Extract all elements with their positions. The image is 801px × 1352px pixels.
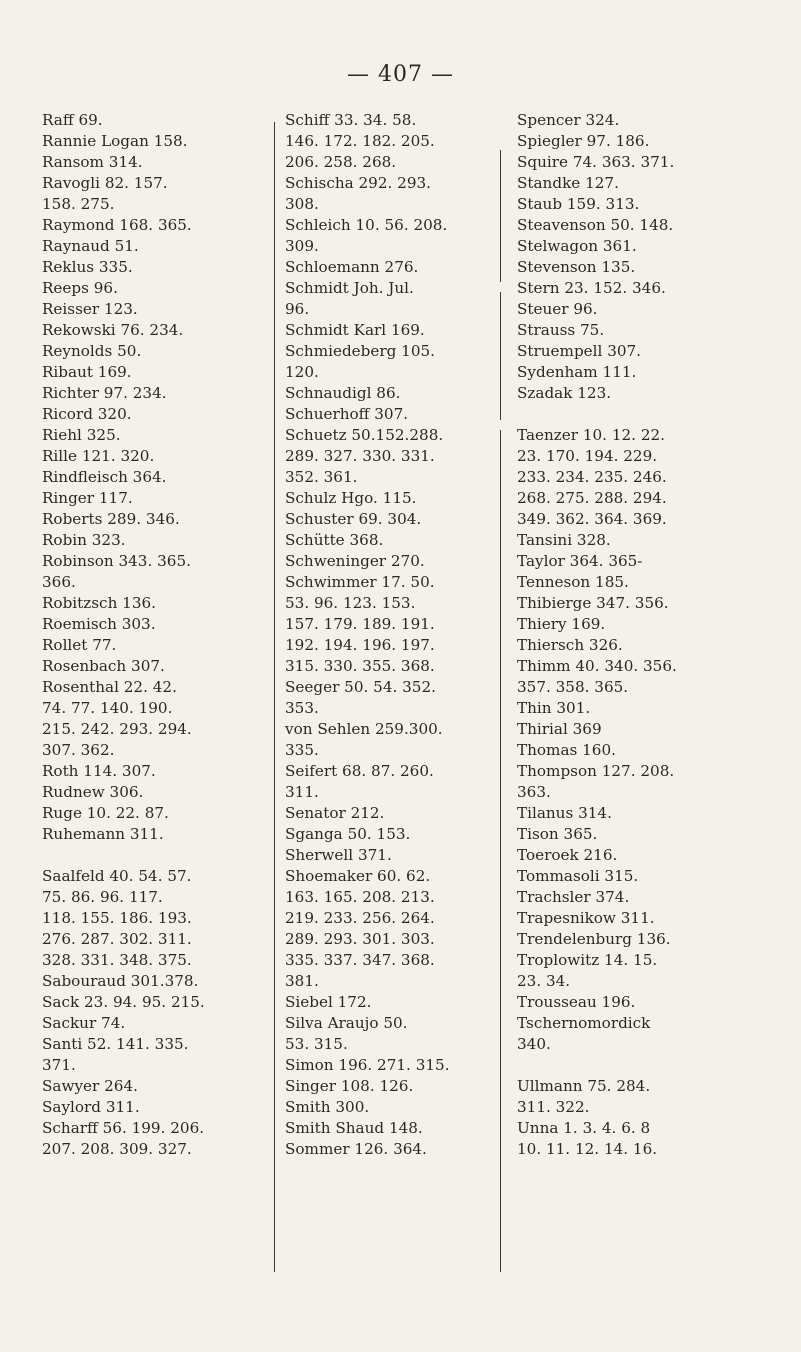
index-entry-line: 366. <box>42 573 76 591</box>
index-entry-line: Schiff 33. 34. 58. <box>285 111 417 129</box>
index-entry <box>517 215 757 236</box>
index-entry-line: Roemisch 303. <box>42 615 156 633</box>
index-entry-line: Ribaut 169. <box>42 363 132 381</box>
index-entry-line: Sydenham 111. <box>517 363 637 381</box>
index-entry-line: 75. 86. 96. 117. <box>42 888 163 906</box>
index-entry <box>42 803 262 824</box>
index-entry-line: 23. 34. <box>517 972 571 990</box>
index-entry-line: Rollet 77. <box>42 636 117 654</box>
index-entry <box>517 572 757 593</box>
index-entry <box>285 320 495 341</box>
index-entry <box>42 320 262 341</box>
index-entry-line: Toeroek 216. <box>517 846 618 864</box>
index-column-2 <box>285 110 495 1160</box>
index-entry <box>285 1097 495 1118</box>
index-entry-line: Taylor 364. 365- <box>517 552 643 570</box>
index-entry-line: 335. 337. 347. 368. <box>285 951 435 969</box>
index-entry <box>517 362 757 383</box>
index-entry <box>517 824 757 845</box>
index-entry-line: Steuer 96. <box>517 300 598 318</box>
index-entry <box>285 845 495 866</box>
index-entry <box>42 1076 262 1097</box>
index-entry <box>285 572 495 677</box>
index-entry-line: Steavenson 50. 148. <box>517 216 674 234</box>
index-entry-line: Thin 301. <box>517 699 591 717</box>
index-entry-line: Stern 23. 152. 346. <box>517 279 666 297</box>
index-entry-line: Singer 108. 126. <box>285 1077 414 1095</box>
index-entry-line: Rekowski 76. 234. <box>42 321 184 339</box>
index-entry <box>517 992 757 1013</box>
index-entry-line: Raff 69. <box>42 111 103 129</box>
index-entry <box>517 320 757 341</box>
index-entry-line: Robinson 343. 365. <box>42 552 191 570</box>
index-entry <box>42 1118 262 1160</box>
index-entry <box>285 677 495 719</box>
index-entry-line: 233. 234. 235. 246. <box>517 468 667 486</box>
index-entry <box>285 1013 495 1055</box>
index-entry <box>42 425 262 446</box>
index-column-1 <box>42 110 262 1160</box>
section-gap <box>517 1055 757 1076</box>
index-entry-line: Thomas 160. <box>517 741 616 759</box>
index-entry <box>517 173 757 194</box>
index-entry-line: Schmidt Joh. Jul. <box>285 279 414 297</box>
index-entry-line: 352. 361. <box>285 468 358 486</box>
index-entry-line: Rudnew 306. <box>42 783 144 801</box>
index-entry <box>517 194 757 215</box>
index-entry-line: Tschernomordick <box>517 1014 651 1032</box>
index-entry <box>42 635 262 656</box>
index-entry <box>42 761 262 782</box>
index-entry <box>285 257 495 278</box>
index-entry-line: 307. 362. <box>42 741 115 759</box>
index-entry-line: Ravogli 82. 157. <box>42 174 168 192</box>
index-entry-line: Schuetz 50.152.288. <box>285 426 444 444</box>
index-entry-line: 309. <box>285 237 319 255</box>
index-entry <box>42 467 262 488</box>
index-entry-line: 53. 96. 123. 153. <box>285 594 416 612</box>
index-entry-line: Ransom 314. <box>42 153 143 171</box>
index-entry-line: 146. 172. 182. 205. <box>285 132 435 150</box>
index-entry <box>517 866 757 887</box>
index-entry <box>285 509 495 530</box>
column-divider <box>274 122 275 1272</box>
index-entry-line: Schulz Hgo. 115. <box>285 489 417 507</box>
index-entry-line: Schütte 368. <box>285 531 384 549</box>
index-entry <box>517 929 757 950</box>
index-entry-line: 311. 322. <box>517 1098 590 1116</box>
index-entry-line: Reeps 96. <box>42 279 118 297</box>
index-entry <box>42 446 262 467</box>
index-entry-line: Thiersch 326. <box>517 636 623 654</box>
index-entry <box>285 173 495 215</box>
index-entry-line: 357. 358. 365. <box>517 678 629 696</box>
index-entry <box>517 110 757 131</box>
index-entry-line: Rindfleisch 364. <box>42 468 167 486</box>
index-entry <box>517 530 757 551</box>
index-entry <box>517 425 757 530</box>
index-entry-line: Rille 121. 320. <box>42 447 155 465</box>
index-entry <box>42 236 262 257</box>
index-entry-line: Richter 97. 234. <box>42 384 167 402</box>
section-gap <box>42 845 262 866</box>
page-number: — 407 — <box>347 62 454 87</box>
index-entry-line: Robin 323. <box>42 531 126 549</box>
index-entry-line: 349. 362. 364. 369. <box>517 510 667 528</box>
index-entry <box>517 908 757 929</box>
index-entry-line: Smith 300. <box>285 1098 370 1116</box>
index-entry <box>517 656 757 698</box>
index-entry-line: Thiery 169. <box>517 615 606 633</box>
index-entry <box>285 824 495 845</box>
index-entry-line: Reklus 335. <box>42 258 133 276</box>
index-entry <box>285 278 495 320</box>
index-entry <box>285 341 495 383</box>
index-entry <box>517 635 757 656</box>
index-entry-line: Schleich 10. 56. 208. <box>285 216 448 234</box>
index-entry <box>42 614 262 635</box>
index-entry <box>285 551 495 572</box>
index-entry <box>42 992 262 1013</box>
index-entry-line: Sherwell 371. <box>285 846 392 864</box>
index-entry-line: Thompson 127. 208. <box>517 762 675 780</box>
index-entry-line: 158. 275. <box>42 195 115 213</box>
index-entry <box>285 530 495 551</box>
index-entry-line: 219. 233. 256. 264. <box>285 909 435 927</box>
index-entry-line: Rosenthal 22. 42. <box>42 678 177 696</box>
index-entry <box>517 1118 757 1160</box>
index-entry <box>42 1097 262 1118</box>
index-entry-line: Struempell 307. <box>517 342 642 360</box>
index-entry-line: Sack 23. 94. 95. 215. <box>42 993 205 1011</box>
index-entry-line: Roberts 289. 346. <box>42 510 180 528</box>
index-entry-line: Tenneson 185. <box>517 573 629 591</box>
index-entry-line: Schmidt Karl 169. <box>285 321 425 339</box>
index-entry <box>517 131 757 152</box>
index-entry-line: Schwimmer 17. 50. <box>285 573 435 591</box>
index-entry-line: Staub 159. 313. <box>517 195 640 213</box>
index-entry-line: 335. <box>285 741 319 759</box>
index-entry <box>517 950 757 992</box>
index-entry <box>517 887 757 908</box>
index-entry-line: Rannie Logan 158. <box>42 132 188 150</box>
index-entry <box>517 257 757 278</box>
column-divider <box>500 150 501 282</box>
index-entry <box>285 404 495 425</box>
index-entry-line: Schnaudigl 86. <box>285 384 401 402</box>
index-entry <box>285 110 495 173</box>
index-entry-line: Shoemaker 60. 62. <box>285 867 431 885</box>
index-entry-line: Thirial 369 <box>517 720 602 738</box>
index-entry-line: 371. <box>42 1056 76 1074</box>
index-entry <box>42 488 262 509</box>
index-entry <box>42 824 262 845</box>
index-entry-line: Tilanus 314. <box>517 804 612 822</box>
index-entry <box>285 719 495 761</box>
index-entry <box>517 299 757 320</box>
index-entry-line: Squire 74. 363. 371. <box>517 153 675 171</box>
index-entry-line: Tison 365. <box>517 825 598 843</box>
index-entry-line: von Sehlen 259.300. <box>285 720 443 738</box>
index-entry <box>42 152 262 173</box>
index-entry <box>517 152 757 173</box>
index-entry-line: Spiegler 97. 186. <box>517 132 650 150</box>
index-entry-line: Roth 114. 307. <box>42 762 156 780</box>
index-entry <box>42 131 262 152</box>
index-entry-line: Trachsler 374. <box>517 888 630 906</box>
index-entry <box>285 1139 495 1160</box>
index-entry-line: Saalfeld 40. 54. 57. <box>42 867 192 885</box>
index-entry-line: Strauss 75. <box>517 321 605 339</box>
index-entry <box>285 425 495 488</box>
index-entry-line: Ruhemann 311. <box>42 825 164 843</box>
index-entry <box>42 299 262 320</box>
index-entry-line: 363. <box>517 783 551 801</box>
index-entry-line: Seeger 50. 54. 352. <box>285 678 436 696</box>
index-entry-line: 276. 287. 302. 311. <box>42 930 192 948</box>
index-entry-line: 353. <box>285 699 319 717</box>
index-entry-line: 53. 315. <box>285 1035 348 1053</box>
index-entry-line: Schuerhoff 307. <box>285 405 409 423</box>
index-entry <box>285 803 495 824</box>
index-entry <box>285 383 495 404</box>
index-entry-line: Thimm 40. 340. 356. <box>517 657 677 675</box>
index-entry-line: Trousseau 196. <box>517 993 636 1011</box>
index-entry-line: Scharff 56. 199. 206. <box>42 1119 205 1137</box>
section-gap <box>517 404 757 425</box>
index-entry-line: Sawyer 264. <box>42 1077 138 1095</box>
index-entry-line: Sganga 50. 153. <box>285 825 411 843</box>
index-entry <box>517 740 757 761</box>
index-entry <box>517 278 757 299</box>
index-entry-line: Smith Shaud 148. <box>285 1119 423 1137</box>
index-entry-line: 289. 327. 330. 331. <box>285 447 435 465</box>
index-entry-line: Riehl 325. <box>42 426 121 444</box>
index-entry <box>42 362 262 383</box>
index-entry <box>285 488 495 509</box>
index-entry-line: 96. <box>285 300 310 318</box>
index-entry <box>42 782 262 803</box>
index-entry <box>517 614 757 635</box>
index-entry <box>517 1013 757 1055</box>
index-entry <box>517 593 757 614</box>
index-entry <box>42 404 262 425</box>
index-entry <box>285 1076 495 1097</box>
index-entry-line: 308. <box>285 195 319 213</box>
index-entry <box>42 383 262 404</box>
index-entry-line: 328. 331. 348. 375. <box>42 951 192 969</box>
index-entry-line: Silva Araujo 50. <box>285 1014 408 1032</box>
index-entry-line: 163. 165. 208. 213. <box>285 888 435 906</box>
index-entry <box>42 971 262 992</box>
index-entry-line: Schuster 69. 304. <box>285 510 422 528</box>
index-entry <box>285 992 495 1013</box>
index-entry-line: 268. 275. 288. 294. <box>517 489 667 507</box>
index-entry-line: 207. 208. 309. 327. <box>42 1140 192 1158</box>
index-entry <box>517 551 757 572</box>
index-entry <box>517 1076 757 1118</box>
column-divider <box>500 430 501 1272</box>
index-entry-line: Schischa 292. 293. <box>285 174 431 192</box>
index-entry-line: Santi 52. 141. 335. <box>42 1035 189 1053</box>
index-entry-line: Sabouraud 301.378. <box>42 972 199 990</box>
index-entry <box>517 719 757 740</box>
index-entry-line: Robitzsch 136. <box>42 594 156 612</box>
index-entry <box>42 257 262 278</box>
index-entry <box>42 509 262 530</box>
index-entry-line: 157. 179. 189. 191. <box>285 615 435 633</box>
column-divider <box>500 292 501 420</box>
index-entry <box>42 677 262 761</box>
index-entry <box>517 383 757 404</box>
index-entry <box>42 656 262 677</box>
index-entry <box>517 341 757 362</box>
index-entry-line: 289. 293. 301. 303. <box>285 930 435 948</box>
index-entry-line: 10. 11. 12. 14. 16. <box>517 1140 658 1158</box>
index-entry-line: 74. 77. 140. 190. <box>42 699 173 717</box>
index-entry-line: 381. <box>285 972 319 990</box>
index-entry <box>42 1013 262 1034</box>
index-entry-line: Raymond 168. 365. <box>42 216 192 234</box>
index-entry-line: Siebel 172. <box>285 993 372 1011</box>
index-entry-line: Stelwagon 361. <box>517 237 637 255</box>
index-entry-line: Simon 196. 271. 315. <box>285 1056 450 1074</box>
index-entry-line: Troplowitz 14. 15. <box>517 951 658 969</box>
index-entry-line: Senator 212. <box>285 804 385 822</box>
index-entry-line: 23. 170. 194. 229. <box>517 447 658 465</box>
index-entry-line: Raynaud 51. <box>42 237 139 255</box>
index-entry <box>285 215 495 257</box>
index-entry-line: Schmiedeberg 105. <box>285 342 435 360</box>
index-entry-line: Unna 1. 3. 4. 6. 8 <box>517 1119 651 1137</box>
index-entry-line: Sommer 126. 364. <box>285 1140 427 1158</box>
index-entry-line: 315. 330. 355. 368. <box>285 657 435 675</box>
index-entry-line: Reynolds 50. <box>42 342 142 360</box>
index-entry <box>517 236 757 257</box>
index-entry-line: Schweninger 270. <box>285 552 425 570</box>
index-entry-line: Standke 127. <box>517 174 619 192</box>
index-entry-line: Tommasoli 315. <box>517 867 639 885</box>
index-entry-line: Ringer 117. <box>42 489 133 507</box>
index-entry-line: Seifert 68. 87. 260. <box>285 762 434 780</box>
index-entry <box>517 761 757 803</box>
index-entry <box>42 551 262 593</box>
index-entry <box>42 278 262 299</box>
index-entry-line: 340. <box>517 1035 551 1053</box>
index-entry-line: Trapesnikow 311. <box>517 909 655 927</box>
index-entry <box>517 803 757 824</box>
index-entry-line: Ullmann 75. 284. <box>517 1077 651 1095</box>
index-entry <box>285 866 495 992</box>
index-column-3 <box>517 110 757 1160</box>
index-entry-line: Taenzer 10. 12. 22. <box>517 426 665 444</box>
index-entry <box>285 1118 495 1139</box>
index-entry-line: Szadak 123. <box>517 384 612 402</box>
index-entry <box>42 1034 262 1076</box>
index-entry <box>42 341 262 362</box>
index-entry-line: 118. 155. 186. 193. <box>42 909 192 927</box>
index-entry-line: 192. 194. 196. 197. <box>285 636 435 654</box>
index-entry-line: 311. <box>285 783 319 801</box>
index-entry <box>42 215 262 236</box>
index-entry-line: Rosenbach 307. <box>42 657 165 675</box>
index-entry-line: 215. 242. 293. 294. <box>42 720 192 738</box>
index-entry-line: 120. <box>285 363 319 381</box>
index-entry-line: Ruge 10. 22. 87. <box>42 804 169 822</box>
index-entry-line: Schloemann 276. <box>285 258 419 276</box>
index-entry-line: Saylord 311. <box>42 1098 140 1116</box>
index-entry <box>42 110 262 131</box>
index-entry <box>42 593 262 614</box>
index-entry <box>285 761 495 803</box>
index-entry-line: Trendelenburg 136. <box>517 930 671 948</box>
index-entry-line: Stevenson 135. <box>517 258 636 276</box>
index-entry-line: Ricord 320. <box>42 405 132 423</box>
index-entry <box>285 1055 495 1076</box>
index-entry-line: Reisser 123. <box>42 300 138 318</box>
index-entry <box>42 866 262 971</box>
index-entry <box>42 173 262 215</box>
index-entry <box>517 845 757 866</box>
index-entry <box>517 698 757 719</box>
index-entry-line: Tansini 328. <box>517 531 611 549</box>
index-entry <box>42 530 262 551</box>
index-entry-line: Sackur 74. <box>42 1014 126 1032</box>
index-entry-line: 206. 258. 268. <box>285 153 397 171</box>
index-entry-line: Thibierge 347. 356. <box>517 594 669 612</box>
index-entry-line: Spencer 324. <box>517 111 620 129</box>
